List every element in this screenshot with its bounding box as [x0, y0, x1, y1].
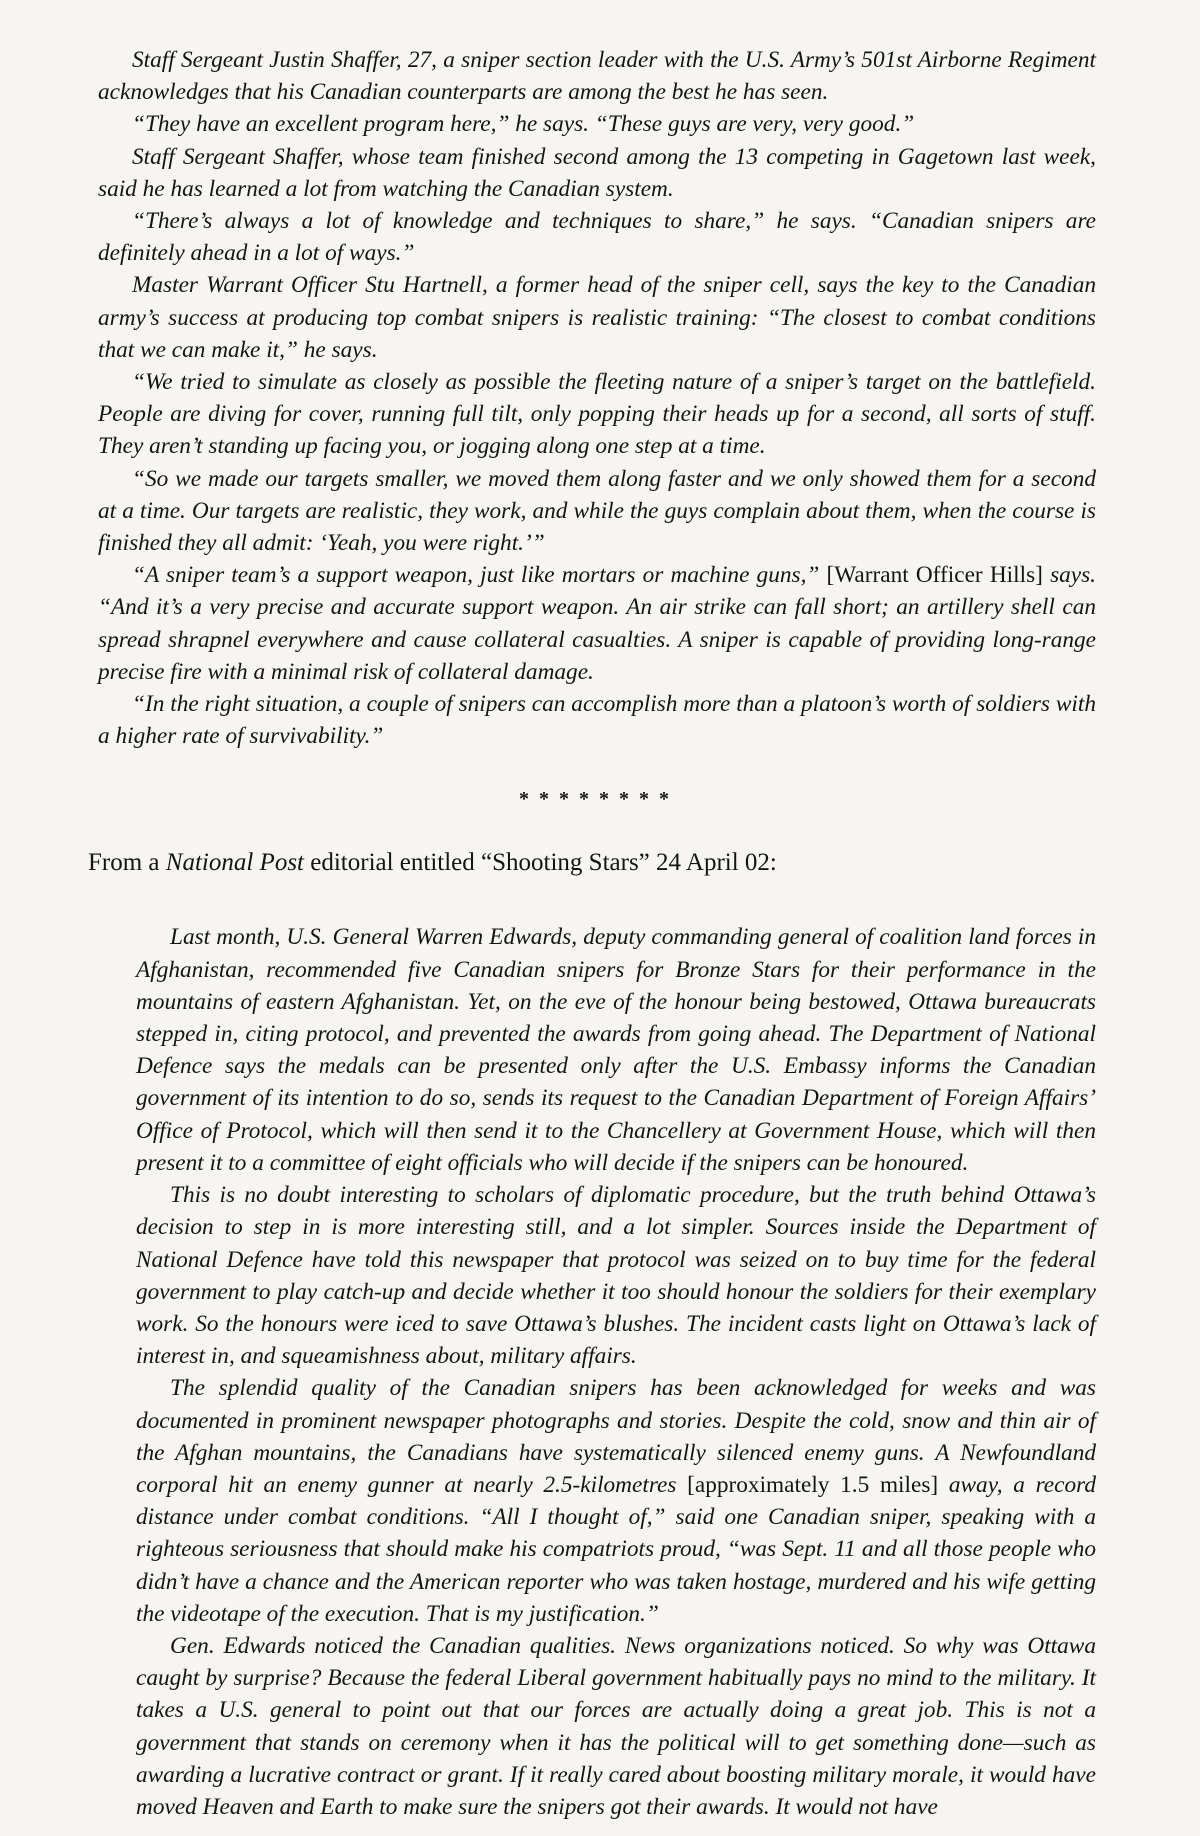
- paragraph-text: away, a record distance under combat conditions. “All I thought of,” said one Canadian sniper, speaking with a righteous seriousness that should make his compatriots proud, “was Sept. 11 and all those people who didn’t have a chance and the American reporter who was taken hostage, murdered and his wife getting the videotape of the execution. That is my justification.”: [136, 1471, 1096, 1627]
- quote-text: says. “And it’s a very precise and accurate support weapon. An air strike can fall short; an artillery shell can spread shrapnel everywhere and cause collateral casualties. A sniper is capable of providing long-range precise fire with a minimal risk of collateral damage.: [98, 562, 1097, 685]
- paragraph: [98, 559, 1096, 688]
- document-page: [88, 44, 1100, 1820]
- editorial-insert: [Warrant Officer Hills]: [826, 562, 1043, 589]
- publication-name: National Post: [165, 849, 304, 877]
- source-citation: [88, 847, 1100, 879]
- paragraph: Staff Sergeant Justin Shaffer, 27, a sniper section leader with the U.S. Army’s 501st Airborne Regiment acknowledges that his Canadian counterparts are among the best he has seen.: [98, 47, 1096, 106]
- quote-text: “A sniper team’s a support weapon, just like mortars or machine guns,”: [132, 562, 820, 589]
- paragraph: “We tried to simulate as closely as possible the fleeting nature of a sniper’s target on the battlefield. People are diving for cover, running full tilt, only popping their heads up for a second, all sorts of stuff. They aren’t standing up facing you, or jogging along one step at a time.: [98, 369, 1096, 460]
- sniper-article-excerpt: [98, 44, 1096, 752]
- source-prefix: From a: [88, 849, 160, 877]
- paragraph: “There’s always a lot of knowledge and techniques to share,” he says. “Canadian snipers are definitely ahead in a lot of ways.”: [98, 208, 1096, 267]
- paragraph: [136, 1372, 1096, 1630]
- paragraph: “So we made our targets smaller, we moved them along faster and we only showed them for a second at a time. Our targets are realistic, they work, and while the guys complain about them, when the course is finished they all admit: ‘Yeah, you were right.’”: [98, 465, 1096, 557]
- paragraph: Last month, U.S. General Warren Edwards, deputy commanding general of coalition land forces in Afghanistan, recommended five Canadian snipers for Bronze Stars for their performance in the mountains of eastern Afghanistan. Yet, on the eve of the honour being bestowed, Ottawa bureaucrats stepped in, citing protocol, and prevented the awards from going ahead. The Department of National Defence says the medals can be presented only after the U.S. Embassy informs the Canadian government of its intention to do so, sends its request to the Canadian Department of Foreign Affairs’ Office of Protocol, which will then send it to the Chancellery at Government House, which will then present it to a committee of eight officials who will decide if the snipers can be honoured.: [136, 924, 1096, 1176]
- paragraph: “They have an excellent program here,” he says. “These guys are very, very good.”: [132, 111, 915, 138]
- source-suffix: editorial entitled “Shooting Stars” 24 April 02:: [310, 849, 777, 877]
- paragraph-text: The splendid quality of the Canadian snipers has been acknowledged for weeks and was documented in prominent newspaper photographs and stories. Despite the cold, snow and thin air of the Afghan mountains, the Canadians have systematically silenced enemy guns. A Newfoundland corporal hit an enemy gunner at nearly 2.5-kilometres: [136, 1375, 1096, 1498]
- paragraph: Master Warrant Officer Stu Hartnell, a former head of the sniper cell, says the key to the Canadian army’s success at producing top combat snipers is realistic training: “The closest to combat conditions that we can make it,” he says.: [98, 272, 1096, 363]
- paragraph: Gen. Edwards noticed the Canadian qualities. News organizations noticed. So why was Ottawa caught by surprise? Because the federal Liberal government habitually pays no mind to the military. It takes a U.S. general to point out that our forces are actually doing a great job. This is not a government that stands on ceremony when it has the political will to get something done—such as awarding a lucrative contract or grant. If it really cared about boosting military morale, it would have moved Heaven and Earth to make sure the snipers got their awards. It would not have: [136, 1632, 1096, 1820]
- section-divider: ********: [519, 788, 679, 811]
- paragraph: “In the right situation, a couple of snipers can accomplish more than a platoon’s worth of soldiers with a higher rate of survivability.”: [98, 691, 1096, 750]
- editorial-insert: [approximately 1.5 miles]: [687, 1471, 939, 1498]
- paragraph: Staff Sergeant Shaffer, whose team finished second among the 13 competing in Gagetown last week, said he has learned a lot from watching the Canadian system.: [98, 143, 1096, 202]
- paragraph: This is no doubt interesting to scholars of diplomatic procedure, but the truth behind Ottawa’s decision to step in is more interesting still, and a lot simpler. Sources inside the Department of National Defence have told this newspaper that protocol was seized on to buy time for the federal government to play catch-up and decide whether it too should honour the soldiers for their exemplary work. So the honours were iced to save Ottawa’s blushes. The incident casts light on Ottawa’s lack of interest in, and squeamishness about, military affairs.: [136, 1182, 1096, 1370]
- editorial-excerpt: [136, 921, 1096, 1823]
